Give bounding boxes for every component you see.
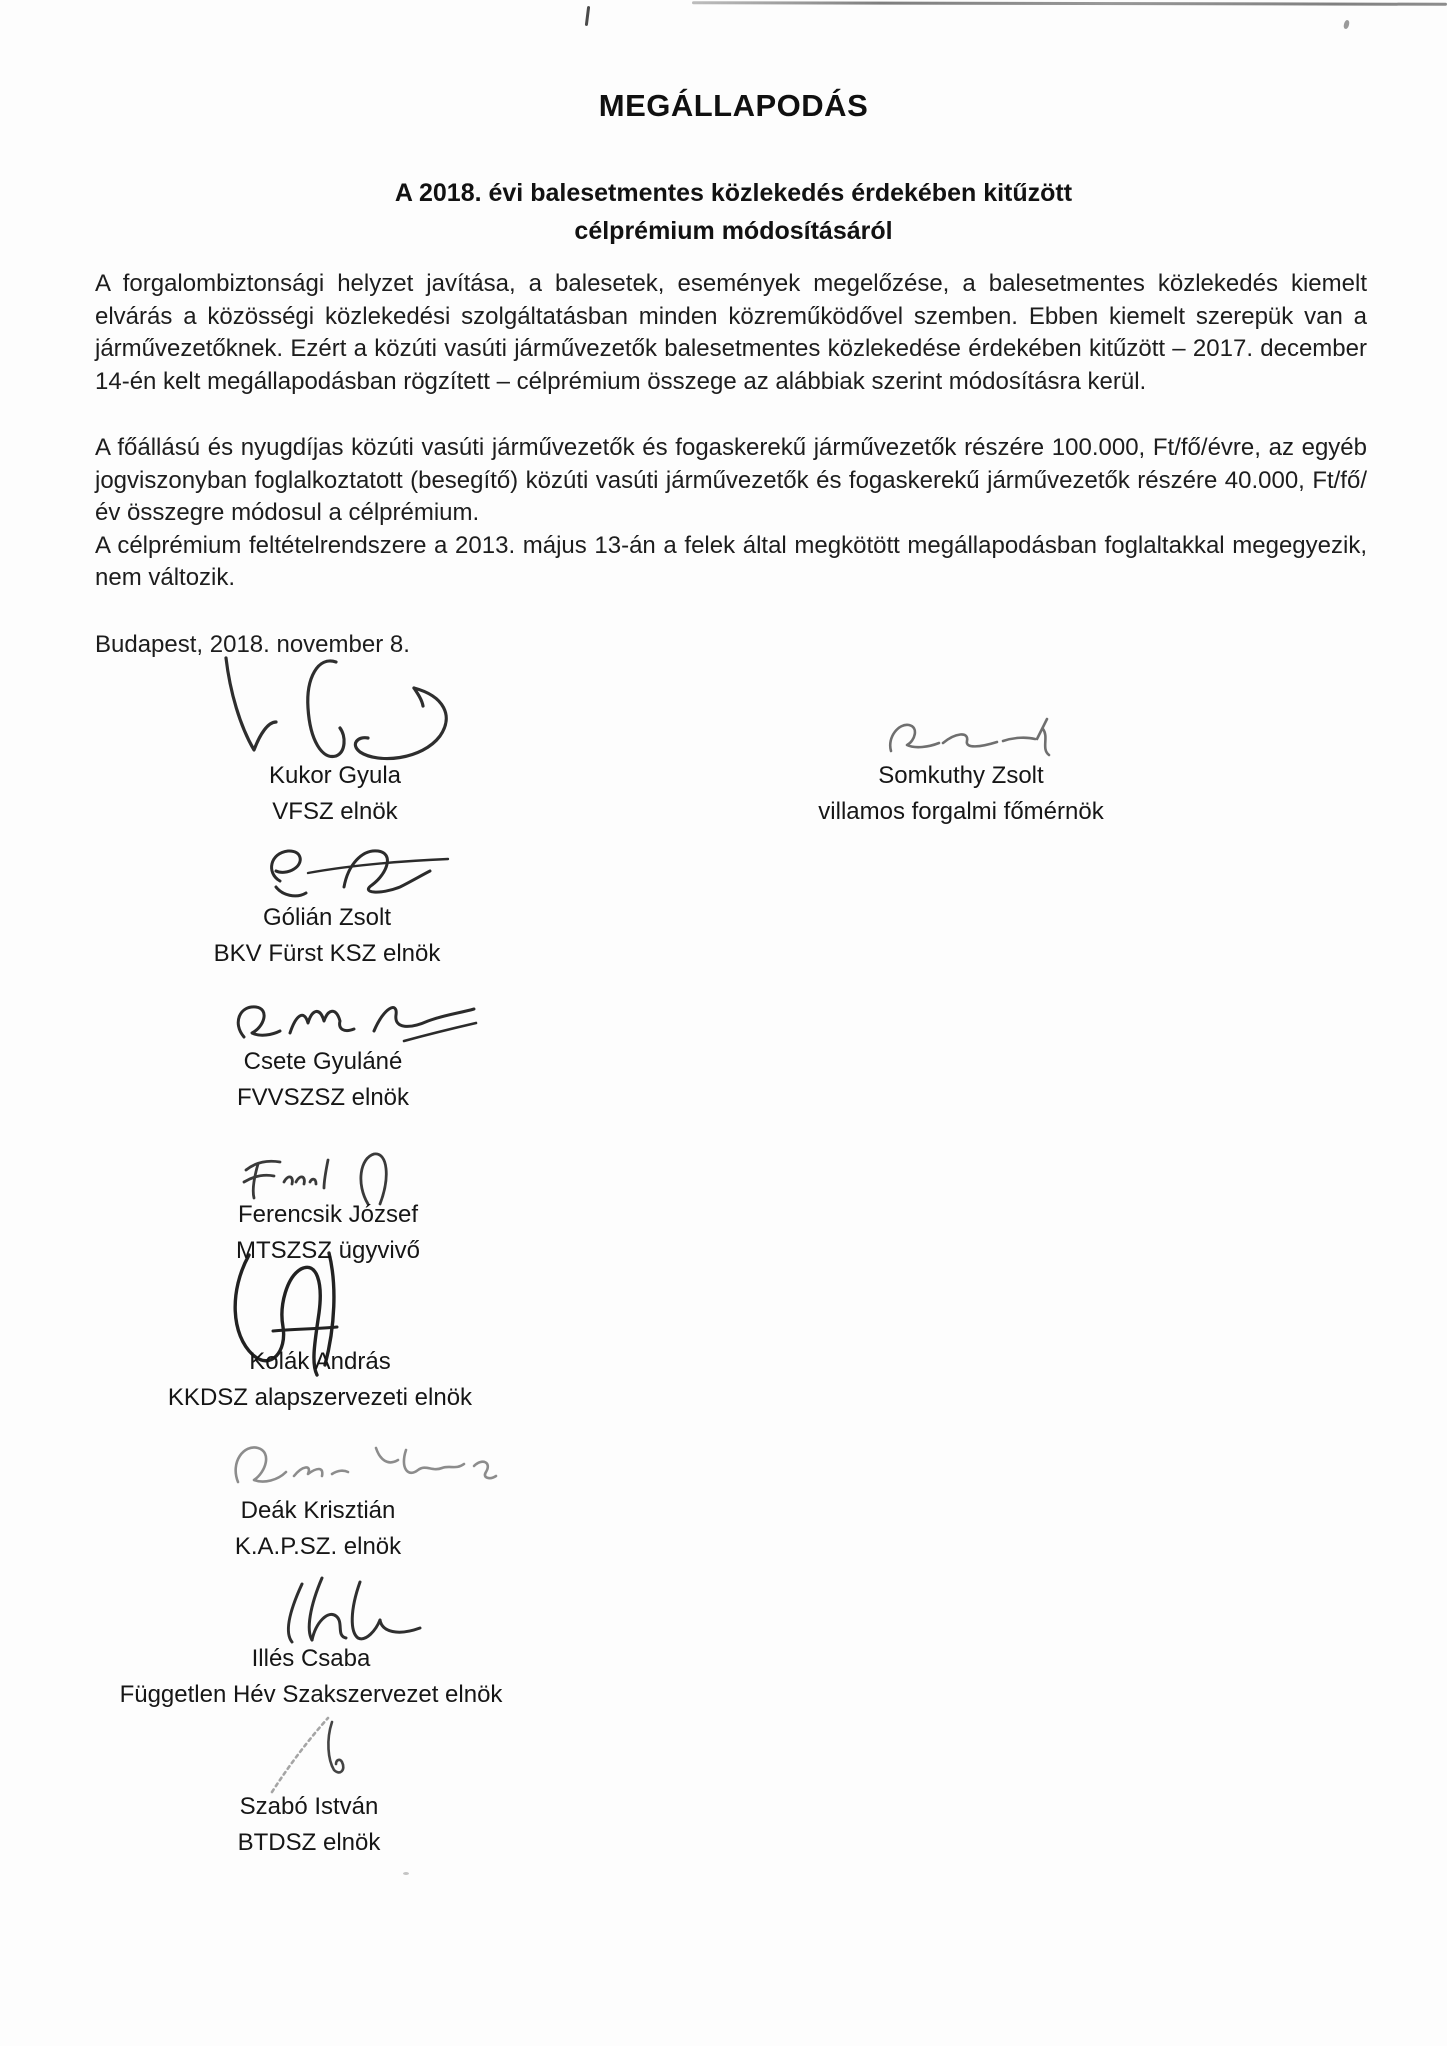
signatory-name: Csete Gyuláné — [243, 1048, 403, 1075]
signature-ink-szabo-istvan — [266, 1716, 361, 1796]
paragraph-conditions: A célprémium feltételrendszere a 2013. május 13-án a felek által megkötött megállapodásban foglaltakkal megegyezik, nem változik. — [95, 531, 1367, 591]
signature-block-deak-krisztian — [58, 1497, 578, 1561]
signature-ink-deak-krisztian — [228, 1438, 513, 1496]
paragraph-premium-amounts: A főállású és nyugdíjas közúti vasúti járművezetők és fogaskerekű járművezetők részére 100.000, Ft/fő/évre, az egyéb jogviszonyban foglalkoztatott (besegítő) közúti vasúti járművezetők és fogaskerekű járművezetők részére 40.000, Ft/fő/év összegre módosul a célprémium. — [95, 434, 1367, 526]
signatory-role: MTSZSZ ügyvivő — [235, 1237, 421, 1264]
scan-mark-speck — [403, 1872, 409, 1875]
signatory-name: Gólián Zsolt — [262, 904, 392, 931]
signature-ink-csete-gyulane — [228, 995, 478, 1051]
signature-block-somkuthy-zsolt — [701, 762, 1221, 826]
signatory-role: Független Hév Szakszervezet elnök — [119, 1681, 503, 1708]
subtitle-line-1: A 2018. évi balesetmentes közlekedés érdekében kitűzött — [394, 179, 1073, 207]
signatory-name: Deák Krisztián — [240, 1497, 396, 1524]
signature-ink-golian-zsolt — [252, 843, 452, 907]
signatory-name: Ferencsik József — [237, 1201, 419, 1228]
signatory-role: K.A.P.SZ. elnök — [234, 1533, 402, 1560]
signature-block-kolak-andras — [60, 1348, 580, 1412]
signatory-name: Kukor Gyula — [268, 762, 402, 789]
scan-mark-tick — [585, 6, 590, 26]
date-line: Budapest, 2018. november 8. — [95, 631, 410, 658]
signatory-role: BTDSZ elnök — [237, 1829, 381, 1856]
paragraph-group — [95, 432, 1367, 595]
signatory-name: Illés Csaba — [251, 1645, 371, 1672]
signatory-role: BKV Fürst KSZ elnök — [213, 940, 441, 967]
signatory-role: KKDSZ alapszervezeti elnök — [167, 1384, 473, 1411]
document-subtitle — [0, 174, 1447, 250]
signature-block-golian-zsolt — [67, 904, 587, 968]
paragraph-intro: A forgalombiztonsági helyzet javítása, a balesetek, események megelőzése, a balesetmentes közlekedés kiemelt elvárás a közösségi közlekedési szolgáltatásban minden közreműködővel szemben. Ebben kiemelt szerepük van a járművezetőknek. Ezért a közúti vasúti járművezetők balesetmentes közlekedése érdekében kitűzött – 2017. december 14-én kelt megállapodásban rögzített – célprémium összege az alábbiak szerint módosításra kerül. — [95, 270, 1367, 395]
signatory-role: FVVSZSZ elnök — [236, 1084, 410, 1111]
signature-ink-ferencsik-jozsef — [240, 1148, 405, 1208]
signature-block-illes-csaba — [51, 1645, 571, 1709]
document-title: MEGÁLLAPODÁS — [598, 88, 869, 123]
scan-mark-small — [1343, 20, 1350, 30]
signature-block-szabo-istvan — [49, 1793, 569, 1857]
signatory-name: Szabó István — [239, 1793, 379, 1820]
signature-block-ferencsik-jozsef — [68, 1201, 588, 1265]
signature-block-kukor-gyula — [75, 762, 595, 826]
signatory-name: Kolák András — [249, 1348, 391, 1375]
signature-ink-somkuthy-zsolt — [885, 715, 1070, 763]
signatory-role: villamos forgalmi főmérnök — [818, 798, 1104, 825]
signatory-name: Somkuthy Zsolt — [878, 762, 1044, 789]
scan-edge-line — [692, 1, 1447, 6]
signatory-role: VFSZ elnök — [272, 798, 398, 825]
signature-ink-illes-csaba — [266, 1570, 426, 1650]
signature-block-csete-gyulane — [63, 1048, 583, 1112]
subtitle-line-2: célprémium módosításáról — [574, 217, 893, 245]
